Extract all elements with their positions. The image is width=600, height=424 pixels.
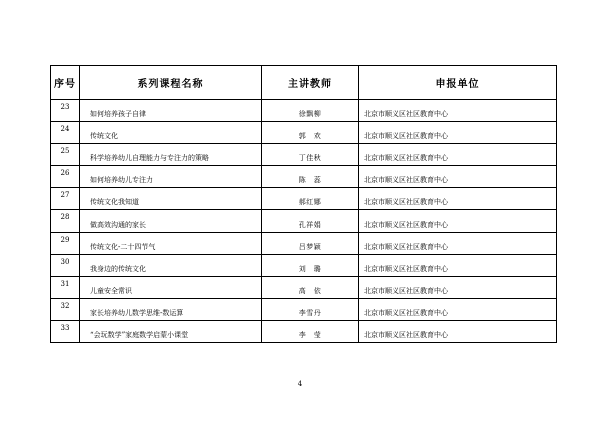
seq-text: 25 bbox=[60, 147, 70, 156]
unit-cell bbox=[359, 232, 557, 254]
unit-text: 北京市顺义区社区教育中心 bbox=[364, 154, 448, 163]
seq-text: 31 bbox=[60, 279, 70, 288]
course-name-text: 我身边的传统文化 bbox=[90, 264, 146, 273]
unit-cell bbox=[359, 276, 557, 298]
course-name-cell bbox=[80, 276, 262, 298]
unit-text: 北京市顺义区社区教育中心 bbox=[364, 286, 448, 295]
teacher-text: 徐飘柳 bbox=[298, 110, 322, 119]
course-table bbox=[50, 65, 557, 343]
course-name-text: 传统文化我知道 bbox=[90, 198, 139, 207]
seq-text: 23 bbox=[60, 103, 70, 111]
header-course-name: 系列课程名称 bbox=[80, 66, 262, 100]
table-row bbox=[51, 122, 557, 144]
seq-cell bbox=[51, 144, 80, 166]
course-name-cell bbox=[80, 100, 262, 122]
table-row bbox=[51, 276, 557, 298]
seq-cell bbox=[51, 276, 80, 298]
course-name-cell bbox=[80, 232, 262, 254]
seq-cell bbox=[51, 320, 80, 342]
unit-text: 北京市顺义区社区教育中心 bbox=[364, 308, 448, 317]
unit-cell bbox=[359, 100, 557, 122]
course-name-cell bbox=[80, 298, 262, 320]
seq-cell bbox=[51, 254, 80, 276]
seq-cell bbox=[51, 100, 80, 122]
unit-cell bbox=[359, 166, 557, 188]
teacher-cell bbox=[262, 166, 359, 188]
seq-text: 29 bbox=[60, 235, 70, 244]
course-name-cell bbox=[80, 320, 262, 342]
course-name-text: 如何培养幼儿专注力 bbox=[90, 176, 153, 185]
seq-text: 28 bbox=[60, 213, 70, 222]
unit-text: 北京市顺义区社区教育中心 bbox=[364, 220, 448, 229]
table-header-row bbox=[51, 66, 557, 100]
teacher-text: 陈 蕊 bbox=[298, 176, 322, 185]
seq-text: 32 bbox=[60, 301, 70, 310]
unit-text: 北京市顺义区社区教育中心 bbox=[364, 176, 448, 185]
seq-cell bbox=[51, 122, 80, 144]
unit-text: 北京市顺义区社区教育中心 bbox=[364, 331, 448, 340]
seq-text: 26 bbox=[60, 169, 70, 178]
course-name-text: “会玩数学”家庭数学启蒙小课堂 bbox=[90, 331, 189, 340]
table-row bbox=[51, 254, 557, 276]
unit-cell bbox=[359, 298, 557, 320]
unit-cell bbox=[359, 144, 557, 166]
unit-text: 北京市顺义区社区教育中心 bbox=[364, 110, 448, 119]
course-name-text: 儿童安全常识 bbox=[90, 286, 132, 295]
teacher-cell bbox=[262, 144, 359, 166]
unit-cell bbox=[359, 122, 557, 144]
teacher-cell bbox=[262, 276, 359, 298]
teacher-cell bbox=[262, 210, 359, 232]
table-row bbox=[51, 100, 557, 122]
teacher-text: 李 莹 bbox=[298, 331, 322, 340]
teacher-text: 李雪丹 bbox=[298, 308, 322, 317]
seq-text: 24 bbox=[60, 125, 70, 134]
teacher-cell bbox=[262, 320, 359, 342]
course-name-cell bbox=[80, 210, 262, 232]
course-name-text: 如何培养孩子自律 bbox=[90, 110, 146, 119]
teacher-text: 高 依 bbox=[298, 286, 322, 295]
course-name-text: 家长培养幼儿数学思维-数运算 bbox=[90, 308, 184, 317]
header-seq: 序号 bbox=[51, 66, 80, 100]
teacher-cell bbox=[262, 232, 359, 254]
header-teacher: 主讲教师 bbox=[262, 66, 359, 100]
unit-text: 北京市顺义区社区教育中心 bbox=[364, 242, 448, 251]
course-name-text: 做高效沟通的家长 bbox=[90, 220, 146, 229]
teacher-text: 孔祥娟 bbox=[298, 220, 322, 229]
table-row bbox=[51, 232, 557, 254]
unit-cell bbox=[359, 254, 557, 276]
teacher-text: 郭 欢 bbox=[298, 132, 322, 141]
teacher-cell bbox=[262, 298, 359, 320]
seq-text: 33 bbox=[60, 323, 70, 332]
unit-text: 北京市顺义区社区教育中心 bbox=[364, 198, 448, 207]
table-row bbox=[51, 298, 557, 320]
teacher-text: 吕梦颖 bbox=[298, 242, 322, 251]
seq-text: 27 bbox=[60, 191, 70, 200]
table-row bbox=[51, 144, 557, 166]
seq-cell bbox=[51, 188, 80, 210]
unit-cell bbox=[359, 320, 557, 342]
teacher-text: 丁佳秋 bbox=[298, 154, 322, 163]
seq-cell bbox=[51, 232, 80, 254]
teacher-cell bbox=[262, 188, 359, 210]
unit-text: 北京市顺义区社区教育中心 bbox=[364, 132, 448, 141]
unit-text: 北京市顺义区社区教育中心 bbox=[364, 264, 448, 273]
seq-cell bbox=[51, 298, 80, 320]
table-row bbox=[51, 320, 557, 342]
page-number: 4 bbox=[297, 380, 303, 388]
unit-cell bbox=[359, 210, 557, 232]
course-name-cell bbox=[80, 144, 262, 166]
course-name-text: 传统文化-二十四节气 bbox=[90, 242, 156, 251]
table-row bbox=[51, 188, 557, 210]
teacher-cell bbox=[262, 122, 359, 144]
unit-cell bbox=[359, 188, 557, 210]
table-body bbox=[51, 100, 557, 343]
course-name-cell bbox=[80, 122, 262, 144]
header-unit: 申报单位 bbox=[359, 66, 557, 100]
course-name-cell bbox=[80, 166, 262, 188]
teacher-text: 刘 璐 bbox=[298, 264, 322, 273]
seq-cell bbox=[51, 166, 80, 188]
course-name-cell bbox=[80, 254, 262, 276]
course-name-text: 科学培养幼儿自理能力与专注力的策略 bbox=[90, 154, 209, 163]
seq-text: 30 bbox=[60, 257, 70, 266]
table-row bbox=[51, 210, 557, 232]
seq-cell bbox=[51, 210, 80, 232]
course-name-cell bbox=[80, 188, 262, 210]
teacher-text: 郝红娜 bbox=[298, 198, 322, 207]
course-name-text: 传统文化 bbox=[90, 132, 118, 141]
table-row bbox=[51, 166, 557, 188]
teacher-cell bbox=[262, 254, 359, 276]
teacher-cell bbox=[262, 100, 359, 122]
